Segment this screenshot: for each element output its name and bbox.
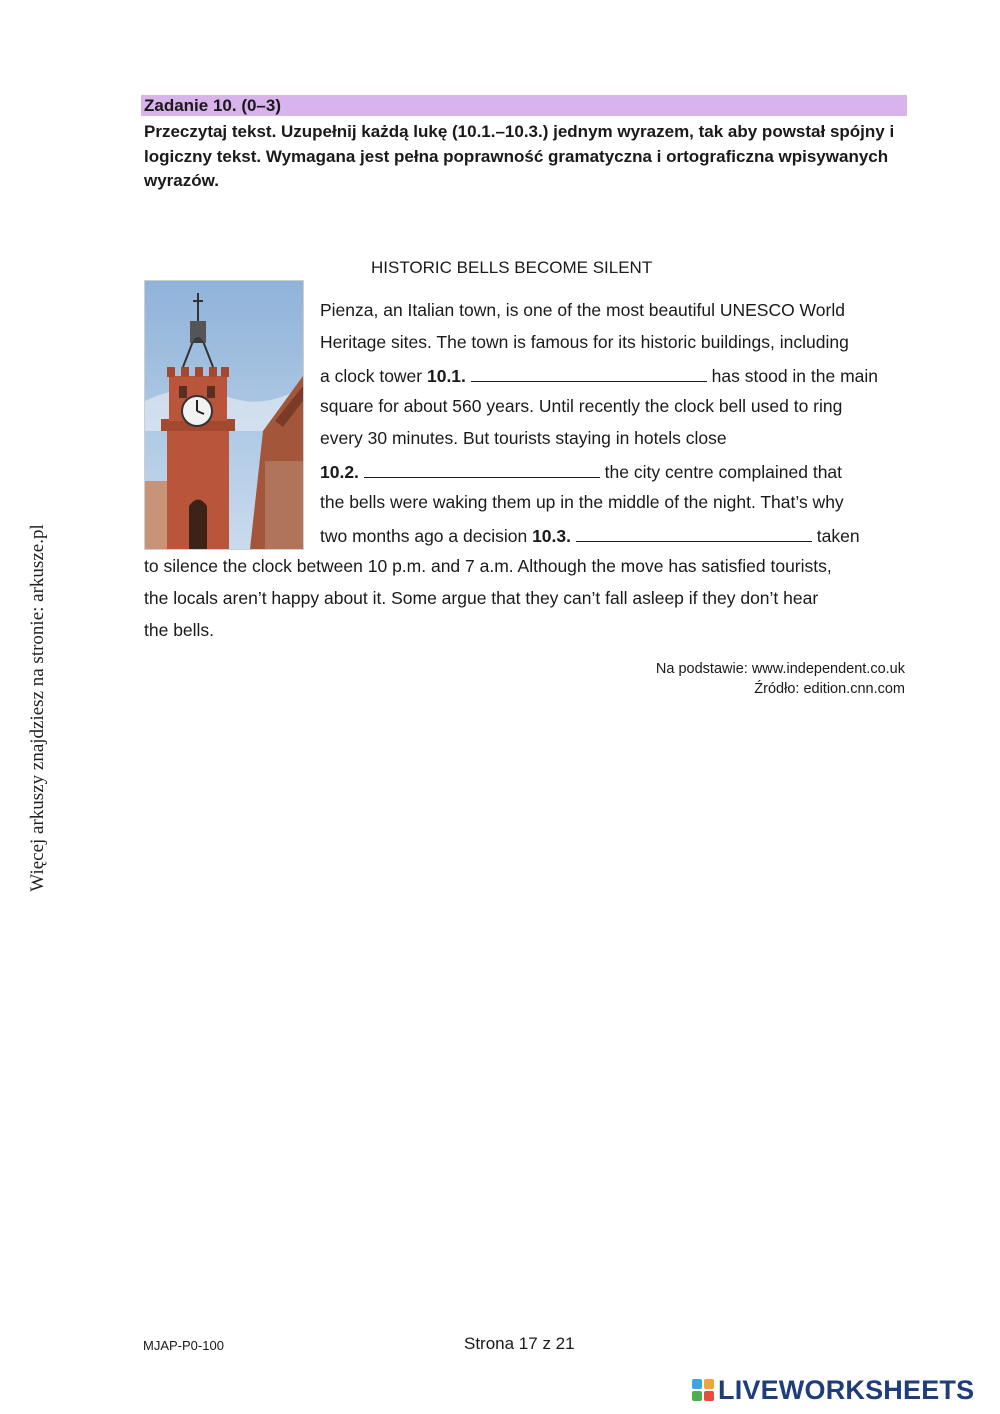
article-line: the bells were waking them up in the middle of the night. That’s why [320, 492, 844, 512]
article-line [320, 523, 860, 547]
article-text: a clock tower [320, 366, 427, 386]
clock-tower-photo [144, 280, 304, 550]
gap-label-10-3: 10.3. [532, 526, 572, 546]
gap-input-10-1[interactable] [471, 363, 707, 382]
article-line: every 30 minutes. But tourists staying in hotels close [320, 428, 727, 448]
article-text: the city centre complained that [599, 462, 843, 482]
footer-page-number: Strona 17 z 21 [464, 1334, 575, 1353]
task-title: Zadanie 10. (0–3) [144, 96, 282, 115]
task-instructions: Przeczytaj tekst. Uzupełnij każdą lukę (10.1.–10.3.) jednym wyrazem, tak aby powstał spójny i logiczny tekst. Wymagana jest pełna poprawność gramatyczna i ortograficzna wpisywanych wyrazów. [144, 122, 895, 190]
article-line: the bells. [144, 620, 215, 640]
article-line: Heritage sites. The town is famous for its historic buildings, including [320, 332, 849, 352]
brand-logo[interactable] [692, 1375, 974, 1405]
article-line: to silence the clock between 10 p.m. and 7 a.m. Although the move has satisfied tourists, [144, 556, 832, 576]
article-line: square for about 560 years. Until recently the clock bell used to ring [320, 396, 843, 416]
side-watermark-text: Więcej arkuszy znajdziesz na stronie: arkusze.pl [27, 524, 48, 892]
article-line [320, 363, 878, 387]
gap-input-10-3[interactable] [576, 523, 812, 542]
liveworksheets-logo-icon [692, 1379, 714, 1401]
article-line: Pienza, an Italian town, is one of the most beautiful UNESCO World [320, 300, 845, 320]
article-title: HISTORIC BELLS BECOME SILENT [371, 258, 653, 277]
brand-name: LIVEWORKSHEETS [718, 1374, 975, 1405]
source-image: Źródło: edition.cnn.com [754, 681, 905, 697]
gap-label-10-2: 10.2. [320, 462, 359, 482]
article-text: two months ago a decision [320, 526, 533, 546]
article-text: has stood in the main [706, 366, 879, 386]
source-based-on: Na podstawie: www.independent.co.uk [655, 661, 905, 677]
footer-code: MJAP-P0-100 [143, 1338, 224, 1353]
article-text: taken [811, 526, 860, 546]
gap-input-10-2[interactable] [364, 459, 600, 478]
gap-label-10-1: 10.1. [426, 366, 466, 386]
article-line [320, 459, 842, 483]
article-line: the locals aren’t happy about it. Some argue that they can’t fall asleep if they don’t hear [144, 588, 819, 608]
task-header [141, 95, 907, 116]
